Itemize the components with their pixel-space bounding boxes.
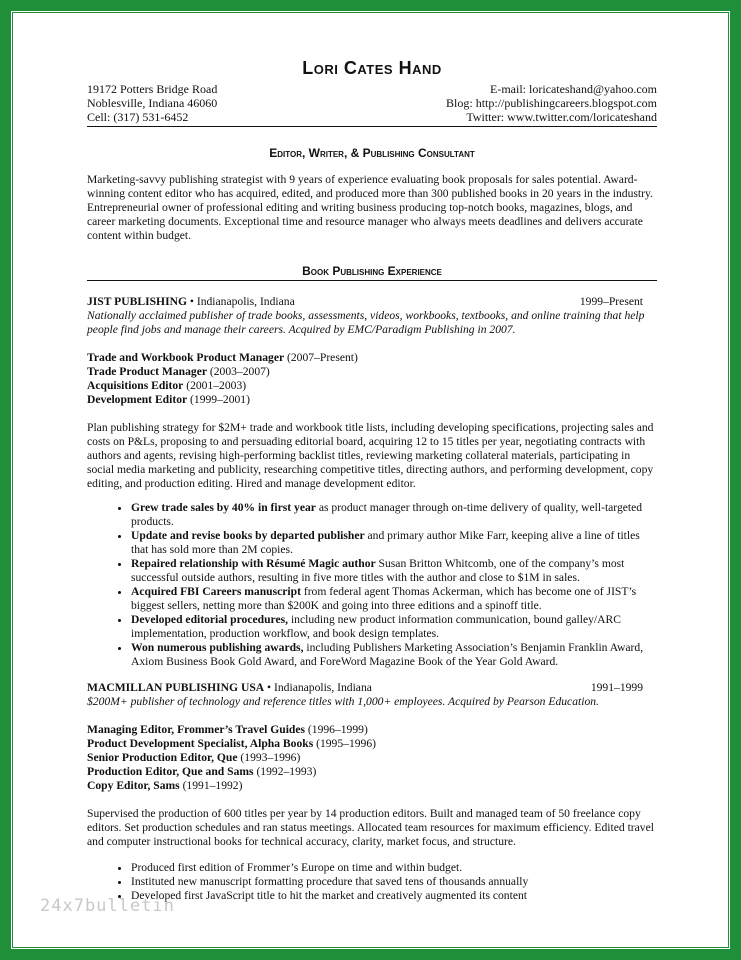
job-title: Trade and Workbook Product Manager [87, 351, 285, 364]
twitter-line: Twitter: www.twitter.com/loricateshand [466, 110, 657, 124]
company-name: MACMILLAN PUBLISHING USA [87, 681, 265, 694]
company-description: Nationally acclaimed publisher of trade books, assessments, videos, workbooks, textbooks, and online training that help people find jobs and manage their careers. Acquired by EMC/Paradigm Publishing in 2007. [87, 309, 645, 336]
achievement-item [131, 889, 657, 903]
achievement-item [131, 529, 657, 557]
achievement-highlight: Grew trade sales by 40% in first year [131, 501, 316, 514]
achievement-text: Produced first edition of Frommer’s Europe on time and within budget. [131, 861, 463, 874]
blog-line: Blog: http://publishingcareers.blogspot.com [446, 96, 657, 110]
job-years: (1991–1992) [179, 779, 243, 792]
job-responsibilities: Supervised the production of 600 titles per year by 14 production editors. Built and managed team of 50 freelance copy editors. Set production schedules and ran status meetings. Allocated team resources for maximum efficiency. Edited travel and computer instructional books for technical accuracy, clarity, market focus, and structure. [87, 807, 654, 848]
job-header [87, 681, 657, 695]
job-title-row [87, 393, 657, 407]
achievement-item [131, 613, 657, 641]
achievement-highlight: Update and revise books by departed publisher [131, 529, 365, 542]
achievement-list [87, 501, 657, 669]
achievement-highlight: Repaired relationship with Résumé Magic author [131, 557, 376, 570]
contact-block [87, 82, 657, 124]
achievement-item [131, 557, 657, 585]
job-title: Trade Product Manager [87, 365, 207, 378]
job-years: (1993–1996) [237, 751, 301, 764]
job-company-line [87, 295, 295, 309]
headline: Editor, Writer, & Publishing Consultant [269, 146, 475, 160]
company-location: • Indianapolis, Indiana [264, 681, 372, 694]
achievement-text: Developed first JavaScript title to hit the market and creatively augmented its content [131, 889, 527, 902]
job-title: Development Editor [87, 393, 188, 406]
job-title-row [87, 723, 657, 737]
achievement-highlight: Won numerous publishing awards, [131, 641, 304, 654]
jobs-list [87, 295, 657, 903]
contact-right [446, 82, 657, 124]
achievement-text: as product manager through on-time delivery of quality, well-targeted products. [131, 501, 643, 528]
job-titles [87, 723, 657, 793]
watermark: 24x7bulletin [40, 896, 175, 916]
achievement-item [131, 875, 657, 889]
job-years: (1995–1996) [313, 737, 376, 750]
job-title-row [87, 737, 657, 751]
job-responsibilities: Plan publishing strategy for $2M+ trade and workbook title lists, including developing specifications, projecting sales and costs on P&Ls, proposing to and persuading editorial board, acquiring 12 to 15 titles per year, negotiating contracts with authors and agents, revising high-performing backlist titles, reviewing marketing collateral materials, participating in social media marketing and publicity, researching competitive titles, directing authors, and performing development, copy editing, and production editing. Hired and manage development editor. [87, 421, 654, 490]
city-line: Noblesville, Indiana 46060 [87, 96, 218, 110]
section-rule [87, 280, 657, 281]
email-line: E-mail: loricateshand@yahoo.com [490, 82, 657, 96]
company-description: $200M+ publisher of technology and reference titles with 1,000+ employees. Acquired by Pearson Education. [87, 695, 599, 708]
job-years: (1992–1993) [253, 765, 317, 778]
achievement-item [131, 861, 657, 875]
achievement-text: Susan Britton Whitcomb, one of the company’s most successful outside authors, resulting in five more titles with the author and close to $1M in sales. [131, 557, 625, 584]
job-title: Senior Production Editor, Que [87, 751, 238, 764]
achievement-text: Instituted new manuscript formatting procedure that saved tens of thousands annually [131, 875, 529, 888]
job-title: Production Editor, Que and Sams [87, 765, 254, 778]
contact-left [87, 82, 217, 124]
header-rule [87, 126, 657, 127]
job-title: Product Development Specialist, Alpha Books [87, 737, 314, 750]
summary: Marketing-savvy publishing strategist with 9 years of experience evaluating book proposals for sales potential. Award-winning content editor who has acquired, edited, and produced more than 300 published books in 20 years in the industry. Entrepreneurial owner of professional editing and writing business producing top-notch books, magazines, blogs, and career marketing documents. Exceptional time and resource manager who always meets deadlines and delivers accurate content within budget. [87, 173, 653, 242]
job-years: (1999–2001) [187, 393, 250, 406]
job-years: (1996–1999) [305, 723, 368, 736]
job-title-row [87, 351, 657, 365]
achievement-text: including new product information communication, bound galley/ARC implementation, production workflow, and book design templates. [131, 613, 621, 640]
achievement-item [131, 501, 657, 529]
job-header [87, 295, 657, 309]
phone-line: Cell: (317) 531-6452 [87, 110, 189, 124]
company-location: • Indianapolis, Indiana [186, 295, 295, 308]
job-title-row [87, 379, 657, 393]
job-years: (2003–2007) [207, 365, 270, 378]
job-title-row [87, 365, 657, 379]
resume-name: Lori Cates Hand [302, 58, 442, 78]
achievement-highlight: Acquired FBI Careers manuscript [131, 585, 301, 598]
job-dates: 1999–Present [579, 295, 643, 308]
job-title: Copy Editor, Sams [87, 779, 180, 792]
achievement-text: and primary author Mike Farr, keeping alive a line of titles that has sold more than 2M copies. [131, 529, 640, 556]
company-name: JIST PUBLISHING [87, 295, 187, 308]
experience-heading: Book Publishing Experience [302, 264, 442, 278]
job-title-row [87, 779, 657, 793]
job-company-line [87, 681, 372, 695]
job-years: (2007–Present) [284, 351, 358, 364]
job-years: (2001–2003) [183, 379, 247, 392]
job-title-row [87, 751, 657, 765]
achievement-text: including Publishers Marketing Association’s Benjamin Franklin Award, Axiom Business Book Gold Award, and ForeWord Magazine Book of the Year Gold Award. [131, 641, 644, 668]
job-titles [87, 351, 657, 407]
job-dates: 1991–1999 [590, 681, 643, 694]
job-title: Acquisitions Editor [87, 379, 184, 392]
achievement-item [131, 585, 657, 613]
resume-page [87, 56, 657, 903]
achievement-item [131, 641, 657, 669]
job-title: Managing Editor, Frommer’s Travel Guides [87, 723, 306, 736]
job-title-row [87, 765, 657, 779]
achievement-text: from federal agent Thomas Ackerman, which has become one of JIST’s biggest sellers, netting more than $200K and going into three editions and a spinoff title. [131, 585, 637, 612]
achievement-highlight: Developed editorial procedures, [131, 613, 289, 626]
address-line: 19172 Potters Bridge Road [87, 82, 218, 96]
